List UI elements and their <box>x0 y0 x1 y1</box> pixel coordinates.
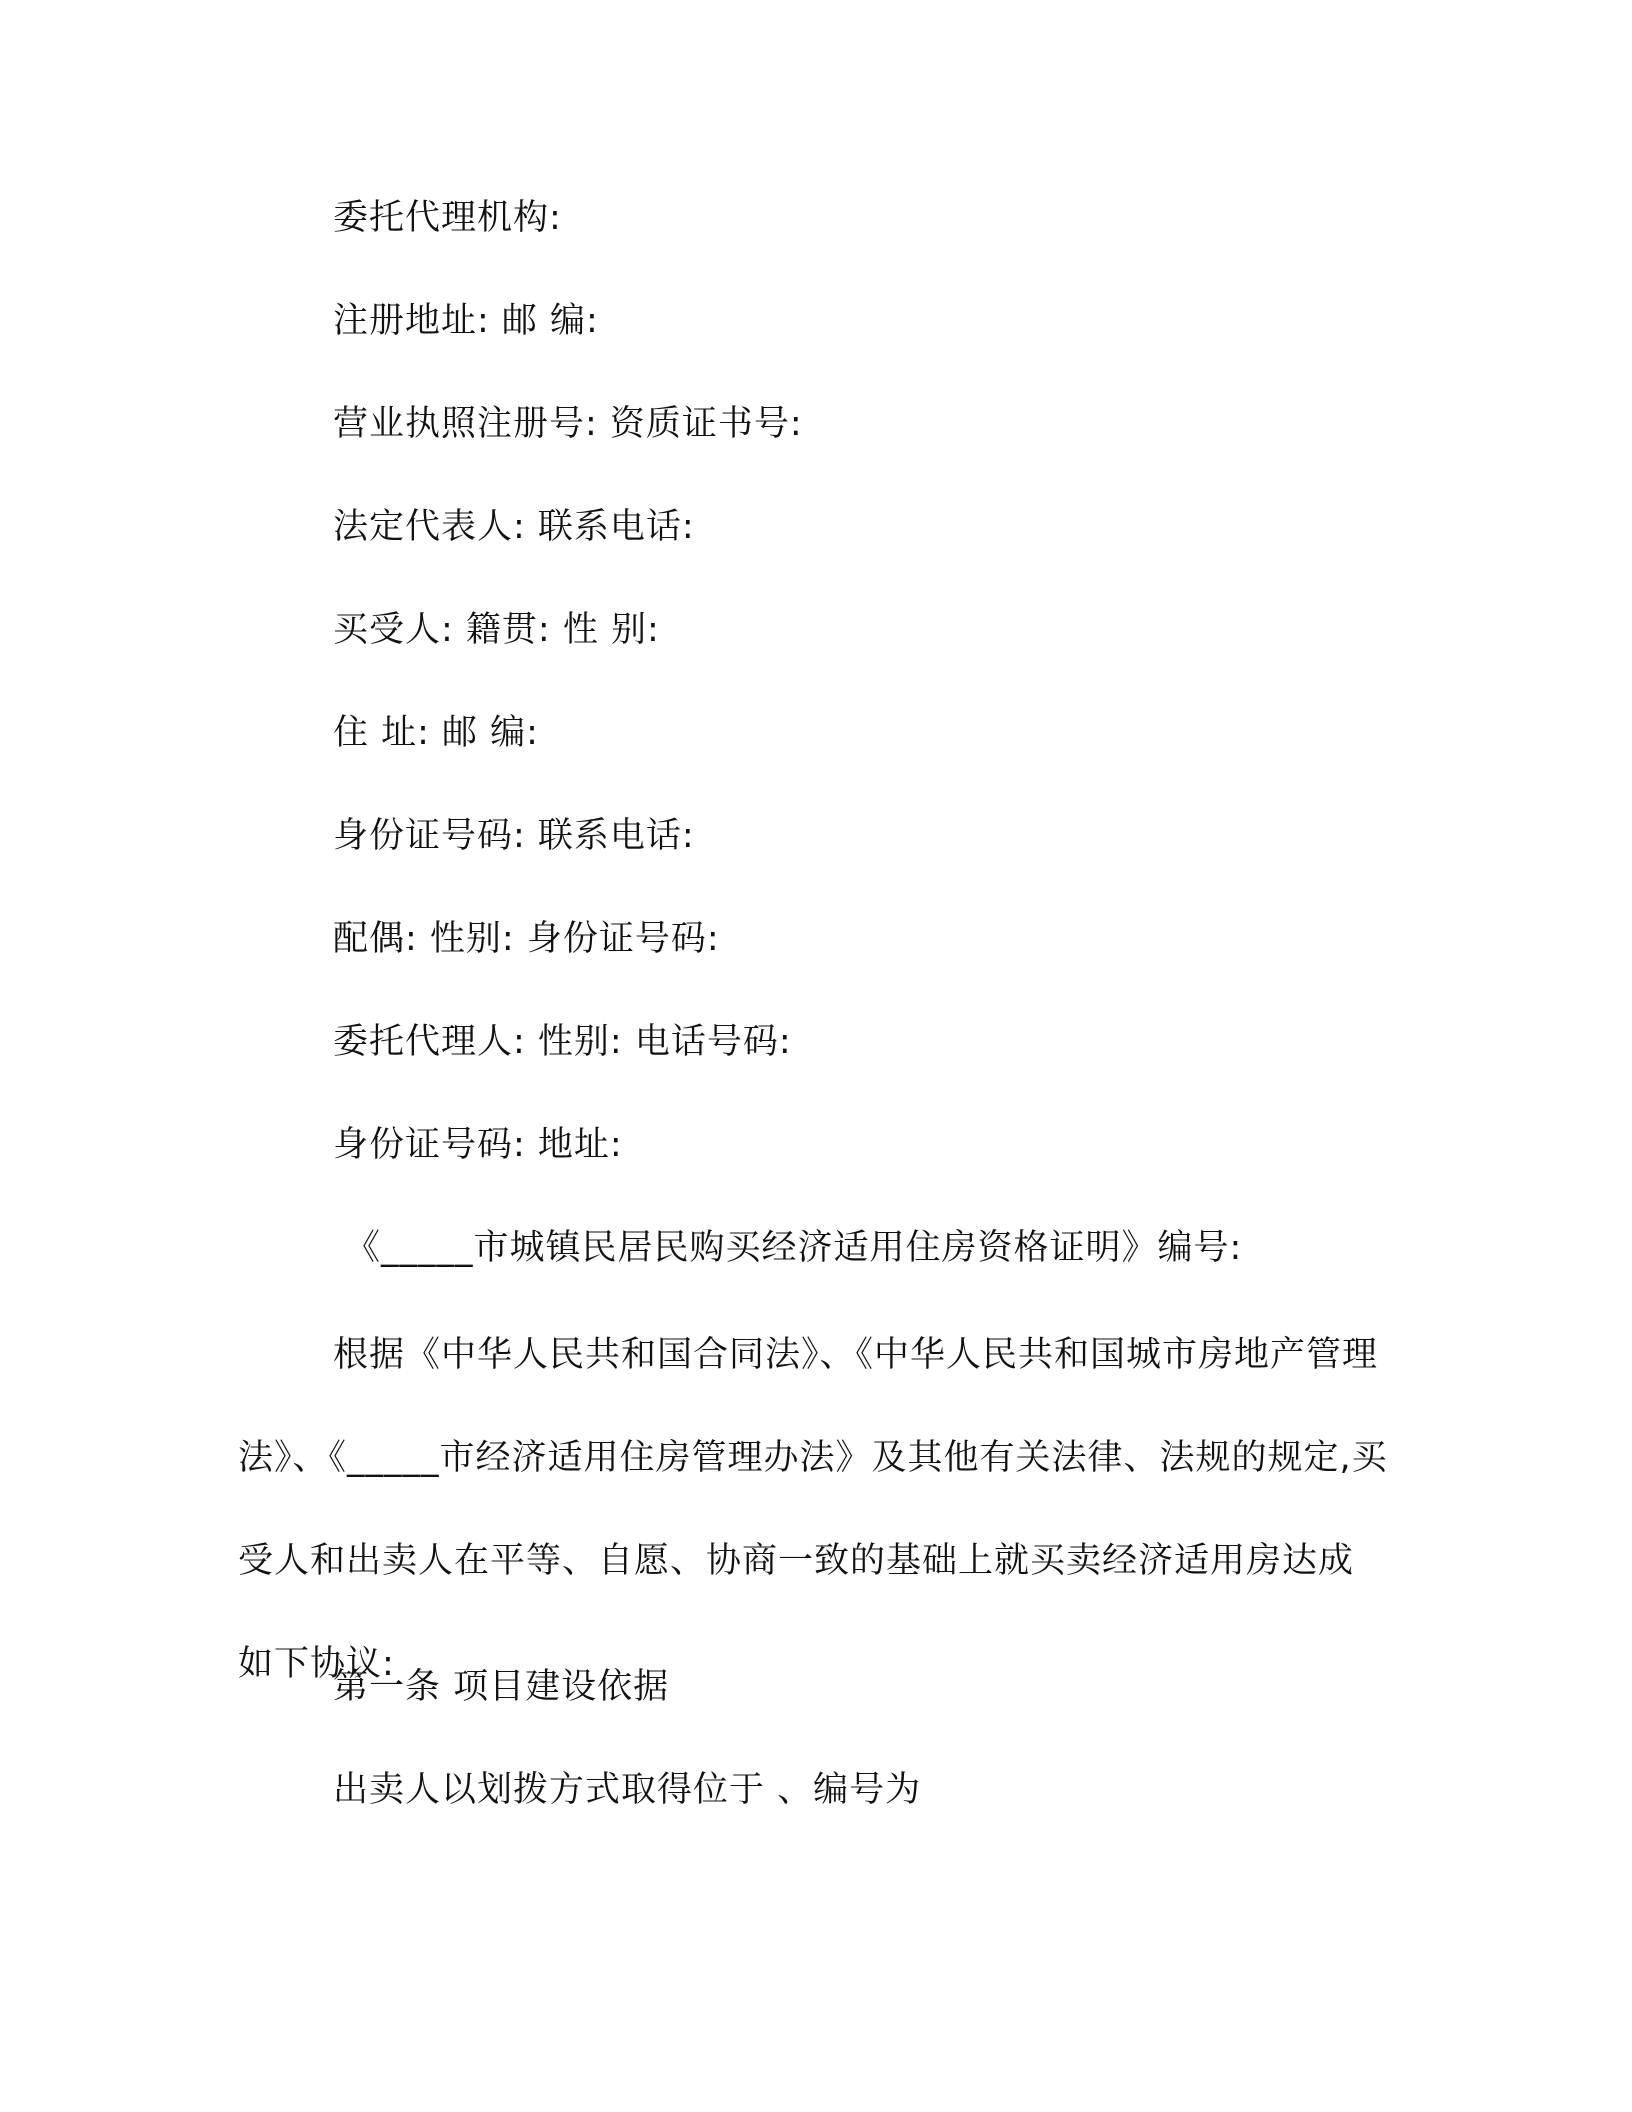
article-text: 出卖人以划拨方式取得位于 、编号为 <box>333 1770 922 1810</box>
field-agent-id: 身份证号码: 地址: <box>333 1125 623 1165</box>
field-address: 住 址: 邮 编: <box>333 713 539 753</box>
field-legal-representative: 法定代表人: 联系电话: <box>333 507 695 547</box>
field-registered-address: 注册地址: 邮 编: <box>333 301 599 341</box>
article-title: 第一条 项目建设依据 <box>333 1667 670 1707</box>
field-agent: 委托代理人: 性别: 电话号码: <box>333 1022 792 1062</box>
field-id-number: 身份证号码: 联系电话: <box>333 816 695 856</box>
field-certificate-number: 《_____市城镇民居民购买经济适用住房资格证明》编号: <box>345 1228 1243 1268</box>
field-buyer: 买受人: 籍贯: 性 别: <box>333 610 660 650</box>
field-agency: 委托代理机构: <box>333 198 562 238</box>
field-spouse: 配偶: 性别: 身份证号码: <box>333 919 720 959</box>
field-license-number: 营业执照注册号: 资质证书号: <box>333 404 803 444</box>
agreement-paragraph: 根据《中华人民共和国合同法》、《中华人民共和国城市房地产管理法》、《_____市经济适用住房管理办法》及其他有关法律、法规的规定,买受人和出卖人在平等、自愿、协商一致的基础上就买卖经济适用房达成如下协议: <box>238 1335 1388 1684</box>
